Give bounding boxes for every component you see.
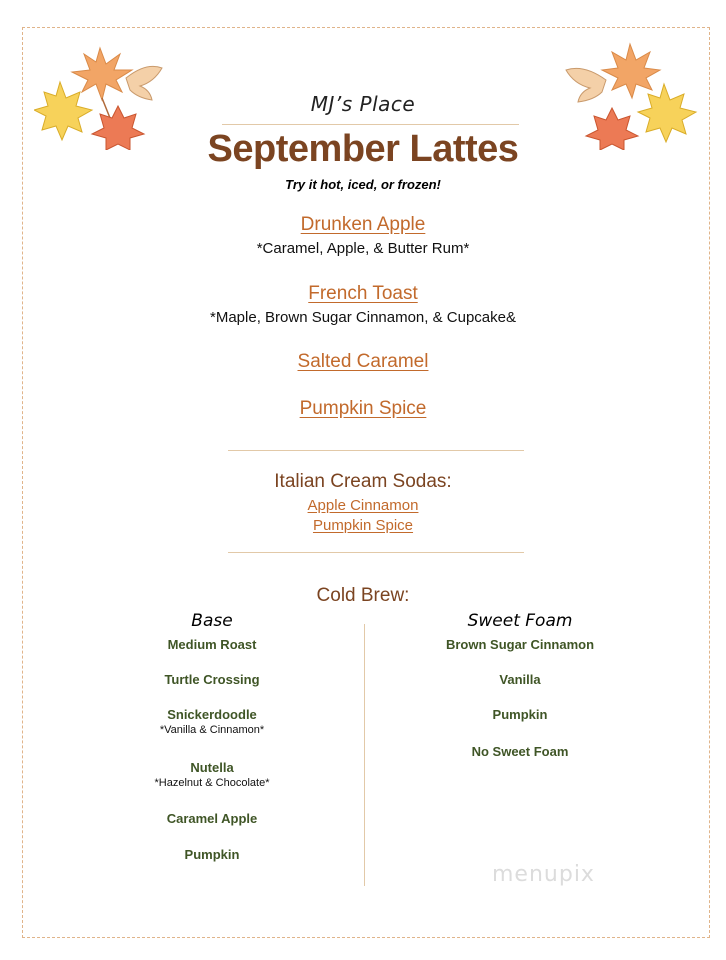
- page-title: September Lattes: [207, 128, 519, 170]
- sweet-foam-heading: Sweet Foam: [467, 611, 573, 631]
- title-divider: [222, 124, 519, 125]
- base-item: Medium Roast: [167, 637, 257, 652]
- tagline: Try it hot, iced, or frozen!: [285, 177, 441, 192]
- watermark: menupix: [492, 862, 595, 887]
- latte-name: French Toast: [308, 283, 418, 304]
- orange-maple-leaf-icon: [602, 44, 660, 98]
- base-item: Turtle Crossing: [164, 672, 260, 687]
- restaurant-name: MJ’s Place: [310, 92, 416, 116]
- column-divider: [364, 624, 365, 886]
- latte-desc: *Maple, Brown Sugar Cinnamon, & Cupcake&: [210, 309, 516, 326]
- base-item: Nutella: [190, 760, 234, 775]
- base-item: Caramel Apple: [166, 811, 258, 826]
- base-item: Snickerdoodle: [167, 707, 257, 722]
- foam-item: Brown Sugar Cinnamon: [445, 637, 595, 652]
- base-item: Pumpkin: [184, 847, 240, 862]
- base-item-note: *Hazelnut & Chocolate*: [154, 777, 270, 789]
- foam-item: Vanilla: [499, 672, 541, 687]
- sodas-heading: Italian Cream Sodas:: [274, 471, 452, 492]
- foam-item: No Sweet Foam: [471, 744, 569, 759]
- base-item-note: *Vanilla & Cinnamon*: [159, 724, 265, 736]
- base-column: [112, 611, 312, 881]
- soda-item: Apple Cinnamon: [307, 497, 419, 514]
- sweet-foam-column: [420, 611, 620, 771]
- latte-name: Drunken Apple: [300, 214, 426, 235]
- foam-item: Pumpkin: [492, 707, 548, 722]
- latte-name: Pumpkin Spice: [299, 398, 427, 419]
- soda-item: Pumpkin Spice: [312, 517, 414, 534]
- base-heading: Base: [191, 611, 233, 631]
- cold-brew-heading: Cold Brew:: [316, 585, 410, 606]
- latte-desc: *Caramel, Apple, & Butter Rum*: [256, 240, 470, 257]
- latte-name: Salted Caramel: [297, 351, 429, 372]
- section-divider: [228, 552, 524, 553]
- section-divider: [228, 450, 524, 451]
